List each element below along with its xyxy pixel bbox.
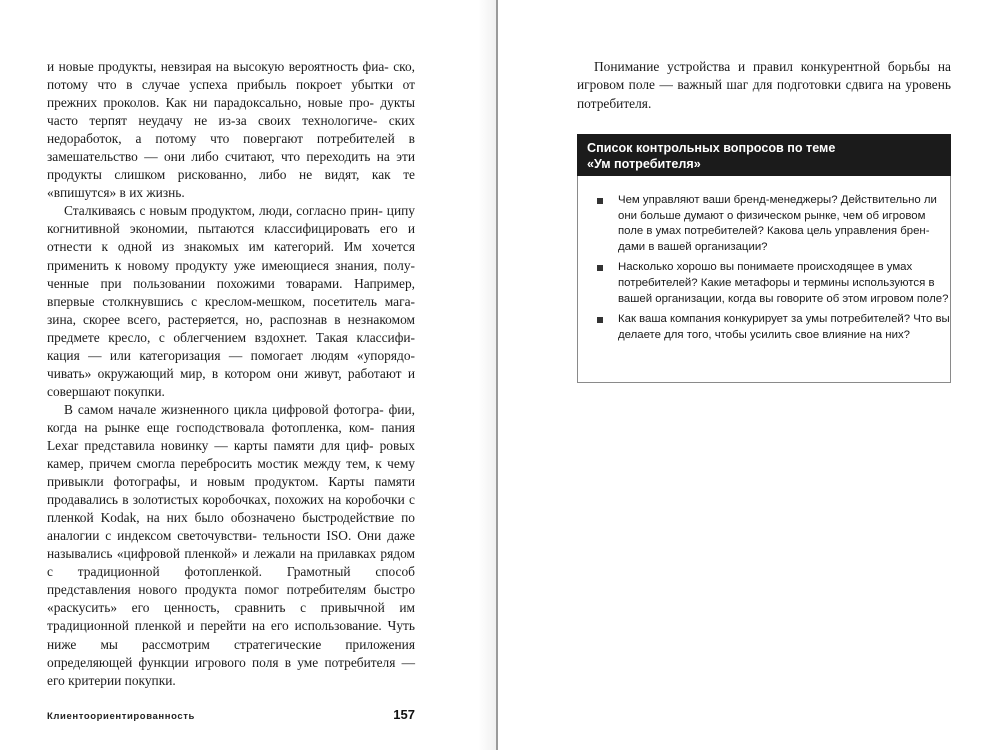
paragraph-2: Сталкиваясь с новым продуктом, люди, согласно прин- ципу когнитивной экономии, пытаются классифицировать его и отнести к одной из знакомых им категорий. Им хочется применить к новому продукту уже имеющиеся знания, полу- ченные при пользовании похожими товарами. Например, впервые столкнувшись с креслом-мешком, посетитель мага- зина, скорее всего, растеряется, но, распознав в незнакомом предмете кресло, с облегчением вздохнет. Такая классифи- кация — или категоризация — помогает людям «упорядо- чивать» окружающий мир, в котором они живут, работают и совершают покупки. — [47, 203, 415, 399]
square-bullet-icon — [597, 317, 603, 323]
square-bullet-icon — [597, 198, 603, 204]
right-page-intro-text — [577, 58, 951, 113]
checklist-item: Как ваша компания конкурирует за умы потребителей? Что вы делаете для того, чтобы усилить свое влияние на них? — [595, 312, 951, 343]
paragraph-1: и новые продукты, невзирая на высокую вероятность фиа- ско, потому что в случае успеха прибыль покроет убытки от прежних проколов. Как ни парадоксально, новые про- дукты часто терпят неудачу не из-за своих технологиче- ских недоработок, а потому что повергают потребителей в замешательство — они либо считают, что переходить на эти продукты слишком рискованно, либо не видят, как те «впишутся» в их жизнь. — [47, 59, 415, 201]
checklist-item: Чем управляют ваши бренд-менеджеры? Действительно ли они больше думают о физическом рынке, чем об игровом поле в умах потребителей? Какова цель управления брен- дами в вашей организации? — [595, 193, 951, 255]
checklist-item: Насколько хорошо вы понимаете происходящее в умах потребителей? Какие метафоры и термины используются в вашей организации, когда вы говорите об этом игровом поле? — [595, 260, 951, 307]
checklist-title-line-1: Список контрольных вопросов по теме — [587, 141, 836, 155]
running-head: Клиентоориентированность — [47, 711, 195, 722]
paragraph-3: В самом начале жизненного цикла цифровой фотогра- фии, когда на рынке еще господствовала фотопленка, ком- пания Lexar представила новинку — карты памяти для циф- ровых камер, причем смогла перебросить мостик между тем, к чему привыкли фотографы, и новым продуктом. Карты памяти продавались в золотистых коробочках, похожих на коробочки с пленкой Kodak, на них было обозначено быстродействие по аналогии с индексом светочувстви- тельности ISO. Они даже назывались «цифровой пленкой» и лежали на прилавках рядом с традиционной фотопленкой. Грамотный способ представления нового продукта помог потребителям быстро «раскусить» его ценность, сравнить с привычной им традиционной пленкой и перейти на его использование. Чуть ниже мы рассмотрим стратегические приложения определяющей функции игрового поля в уме потребителя — его критерии покупки. — [47, 401, 416, 688]
gutter-shadow — [478, 0, 496, 750]
checklist-title-bar — [577, 134, 951, 176]
page-number: 157 — [393, 707, 415, 722]
left-page-body-text — [47, 58, 415, 690]
checklist-title-line-2: «Ум потребителя» — [587, 157, 701, 171]
left-page-footer — [47, 707, 415, 725]
square-bullet-icon — [597, 265, 603, 271]
checklist — [595, 193, 951, 348]
right-page — [498, 0, 996, 750]
intro-paragraph: Понимание устройства и правил конкурентной борьбы на игровом поле — важный шаг для подготовки сдвига на уровень потребителя. — [577, 59, 951, 111]
